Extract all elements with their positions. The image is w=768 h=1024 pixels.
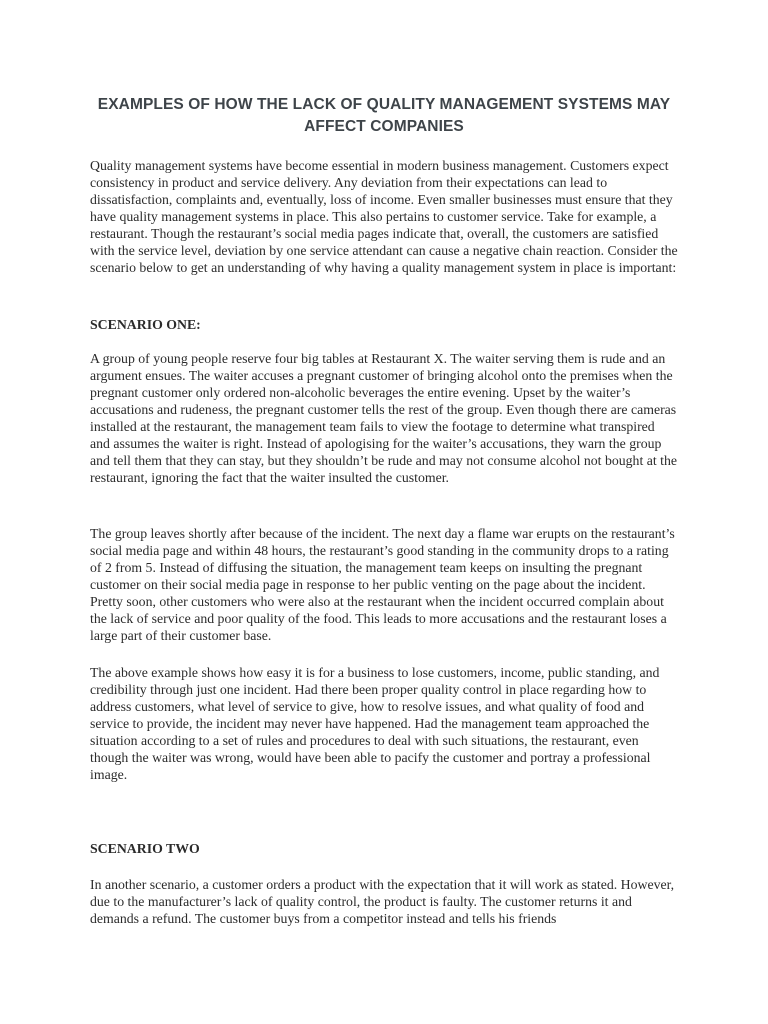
scenario-one-paragraph-1: A group of young people reserve four big tables at Restaurant X. The waiter serving them is rude and an argument ensues. The waiter accuses a pregnant customer of bringing alcohol onto the premises when the pregnant customer only ordered non-alcoholic beverages the entire evening. Upset by the waiter’s accusations and rudeness, the pregnant customer tells the rest of the group. Even though there are cameras installed at the restaurant, the management team fails to view the footage to determine what transpired and assumes the waiter is right. Instead of apologising for the waiter’s accusations, they warn the group and tell them that they can stay, but they shouldn’t be rude and may not consume alcohol not bought at the restaurant, ignoring the fact that the waiter insulted the customer. bbox=[90, 351, 678, 485]
document-title: EXAMPLES OF HOW THE LACK OF QUALITY MANAGEMENT SYSTEMS MAY AFFECT COMPANIES bbox=[97, 96, 671, 135]
scenario-one-paragraph-3: The above example shows how easy it is for a business to lose customers, income, public standing, and credibility through just one incident. Had there been proper quality control in place regarding how to address customers, what level of service to give, how to resolve issues, and what quality of food and service to provide, the incident may never have happened. Had the management team approached the situation according to a set of rules and procedures to deal with such situations, the restaurant, even though the waiter was wrong, would have been able to pacify the customer and portray a professional image. bbox=[90, 665, 660, 782]
scenario-one-paragraph-2: The group leaves shortly after because of the incident. The next day a flame war erupts on the restaurant’s social media page and within 48 hours, the restaurant’s good standing in the community drops to a rating of 2 from 5. Instead of diffusing the situation, the management team keeps on insulting the pregnant customer on their social media page in response to her public venting on the page about the incident. Pretty soon, other customers who were also at the restaurant when the incident occurred complain about the lack of service and poor quality of the food. This leads to more accusations and the restaurant loses a large part of their customer base. bbox=[90, 526, 675, 643]
scenario-two-heading: SCENARIO TWO bbox=[90, 841, 200, 856]
intro-paragraph: Quality management systems have become essential in modern business management. Customers expect consistency in product and service delivery. Any deviation from their expectations can lead to dissatisfaction, complaints and, eventually, loss of income. Even smaller businesses must ensure that they have quality management systems in place. This also pertains to customer service. Take for example, a restaurant. Though the restaurant’s social media pages indicate that, overall, the customers are satisfied with the service level, deviation by one service attendant can cause a negative chain reaction. Consider the scenario below to get an understanding of why having a quality management system in place is important: bbox=[90, 158, 678, 275]
scenario-one-heading: SCENARIO ONE: bbox=[90, 317, 201, 332]
scenario-two-paragraph-1: In another scenario, a customer orders a product with the expectation that it will work as stated. However, due to the manufacturer’s lack of quality control, the product is faulty. The customer returns it and demands a refund. The customer buys from a competitor instead and tells his friends bbox=[90, 877, 675, 926]
